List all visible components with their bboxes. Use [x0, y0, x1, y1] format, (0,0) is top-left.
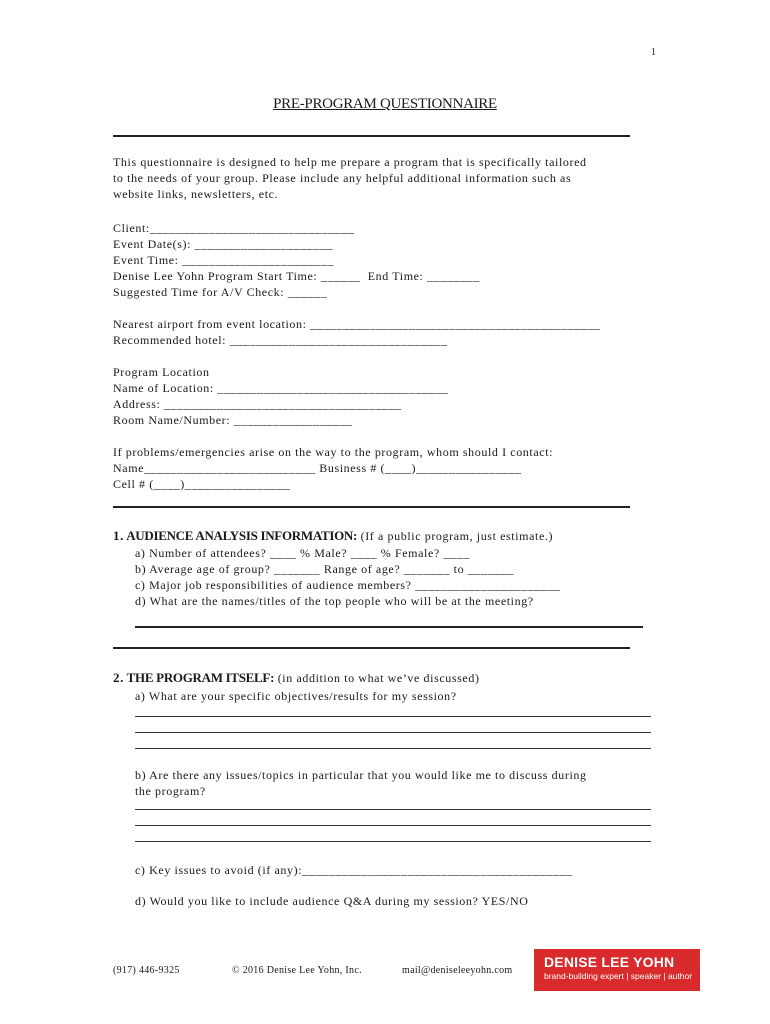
section1-heading [113, 528, 553, 544]
section2-note: (in addition to what we’ve discussed) [274, 671, 480, 685]
airport-field[interactable]: Nearest airport from event location: ____________________________________________ [113, 317, 601, 331]
answer-line[interactable] [135, 748, 651, 749]
program-item-a: a) What are your specific objectives/results for my session? [135, 689, 457, 703]
client-field[interactable]: Client:_______________________________ [113, 221, 355, 235]
program-item-b-cont: the program? [135, 784, 206, 798]
section1-note: (If a public program, just estimate.) [357, 529, 554, 543]
section-rule [113, 647, 630, 649]
av-check-field[interactable]: Suggested Time for A/V Check: ______ [113, 285, 328, 299]
footer-phone: (917) 446-9325 [113, 965, 180, 976]
program-item-b: b) Are there any issues/topics in particular that you would like me to discuss during [135, 768, 587, 782]
address-field[interactable]: Address: ____________________________________ [113, 397, 402, 411]
footer-copyright: © 2016 Denise Lee Yohn, Inc. [232, 965, 362, 976]
page-number: 1 [651, 47, 656, 58]
program-item-d[interactable]: d) Would you like to include audience Q&A during my session? YES/NO [135, 894, 529, 908]
emergency-prompt: If problems/emergencies arise on the way to the program, whom should I contact: [113, 445, 554, 459]
audience-item-a[interactable]: a) Number of attendees? ____ % Male? ____ % Female? ____ [135, 546, 470, 560]
program-item-c[interactable]: c) Key issues to avoid (if any):_________________________________________ [135, 863, 573, 877]
audience-item-d: d) What are the names/titles of the top people who will be at the meeting? [135, 594, 534, 608]
answer-line[interactable] [135, 825, 651, 826]
title-rule [113, 135, 630, 137]
section-number: 1. [113, 528, 124, 543]
logo-name: DENISE LEE YOHN [544, 954, 675, 970]
section1-title: AUDIENCE ANALYSIS INFORMATION: [126, 528, 358, 543]
answer-line[interactable] [135, 809, 651, 810]
intro-line: website links, newsletters, etc. [113, 187, 279, 201]
section2-heading [113, 670, 480, 686]
section-number: 2. [113, 670, 124, 685]
section-rule [113, 506, 630, 508]
section2-title: THE PROGRAM ITSELF: [126, 670, 275, 685]
intro-line: This questionnaire is designed to help me prepare a program that is specifically tailored [113, 155, 587, 169]
program-location-label: Program Location [113, 365, 210, 379]
logo-tagline: brand-building expert | speaker | author [544, 971, 693, 981]
page-title: PRE-PROGRAM QUESTIONNAIRE [273, 96, 497, 112]
event-date-field[interactable]: Event Date(s): _____________________ [113, 237, 334, 251]
hotel-field[interactable]: Recommended hotel: _________________________________ [113, 333, 448, 347]
footer-email[interactable]: mail@deniseleeyohn.com [402, 965, 513, 976]
answer-line[interactable] [135, 732, 651, 733]
brand-logo [534, 949, 700, 991]
intro-line: to the needs of your group. Please include any helpful additional information such as [113, 171, 572, 185]
contact-cell-field[interactable]: Cell # (____)________________ [113, 477, 291, 491]
contact-name-field[interactable]: Name__________________________ Business # (____)________________ [113, 461, 522, 475]
room-field[interactable]: Room Name/Number: __________________ [113, 413, 353, 427]
program-time-field[interactable]: Denise Lee Yohn Program Start Time: ______ End Time: ________ [113, 269, 480, 283]
location-name-field[interactable]: Name of Location: ___________________________________ [113, 381, 449, 395]
audience-item-c[interactable]: c) Major job responsibilities of audience members? ______________________ [135, 578, 561, 592]
answer-line[interactable] [135, 841, 651, 842]
answer-line[interactable] [135, 716, 651, 717]
audience-item-b[interactable]: b) Average age of group? _______ Range of age? _______ to _______ [135, 562, 515, 576]
answer-line[interactable] [135, 626, 643, 628]
event-time-field[interactable]: Event Time: _______________________ [113, 253, 335, 267]
